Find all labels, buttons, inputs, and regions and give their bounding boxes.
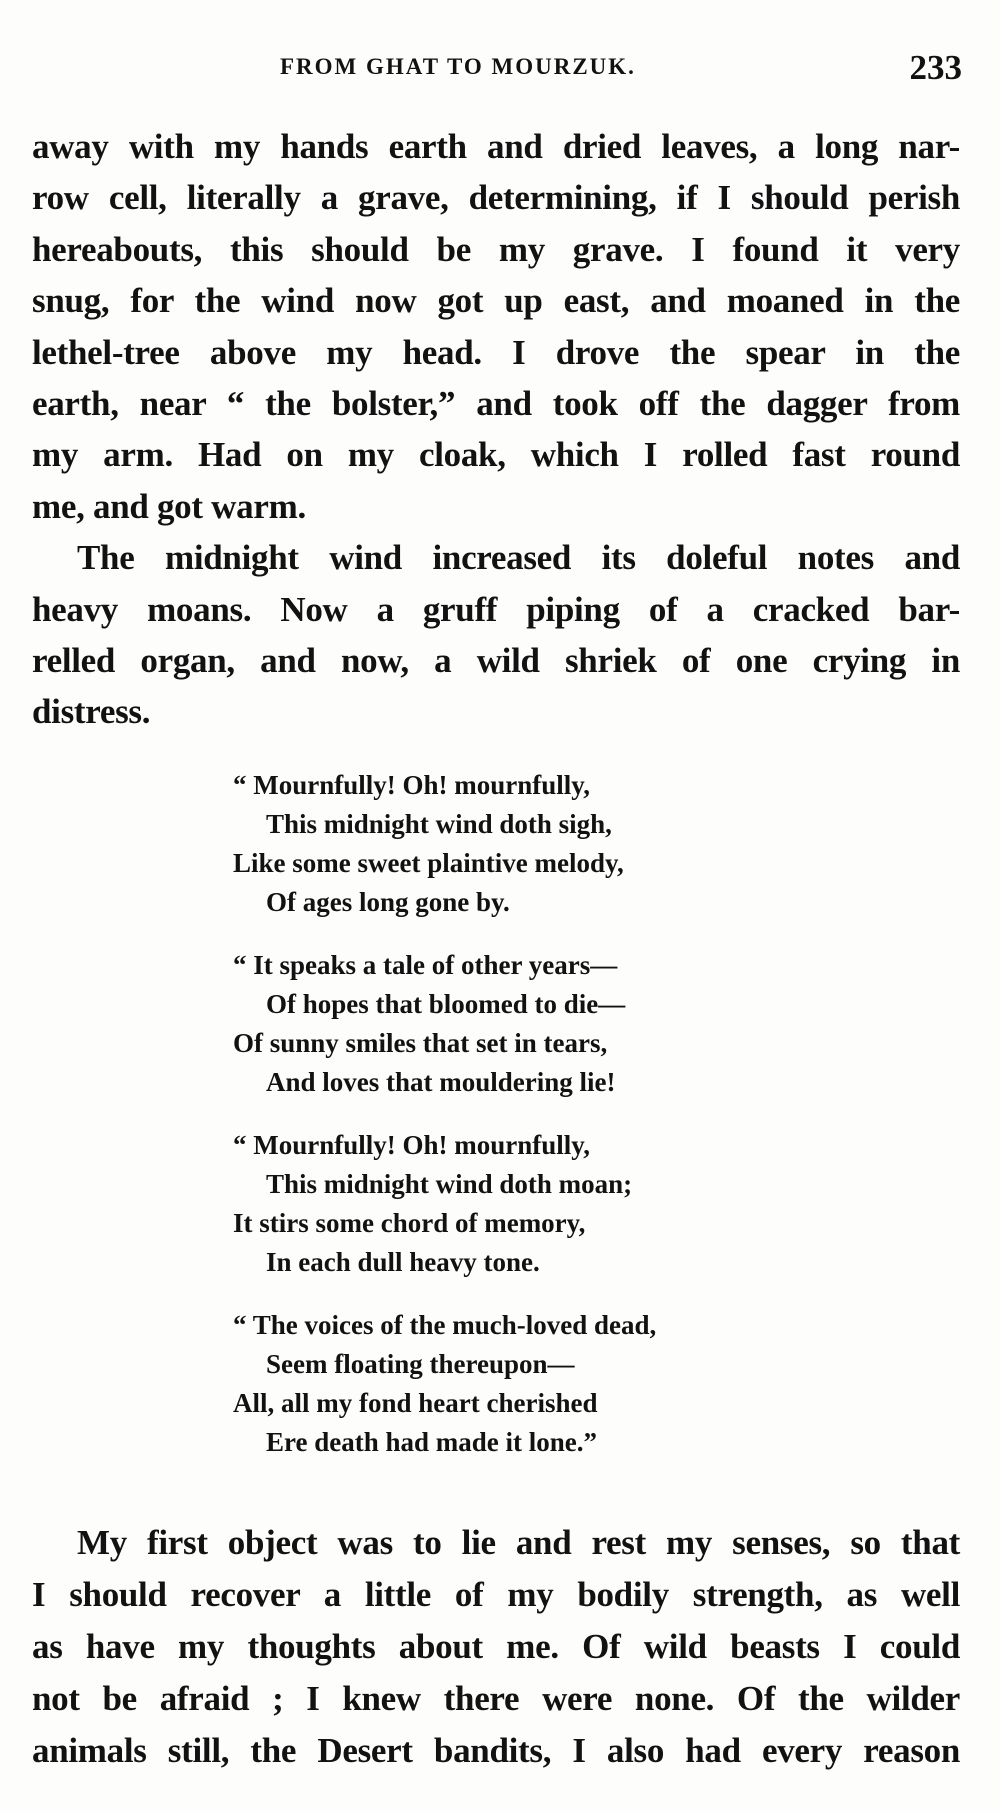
text-line: lethel-tree above my head. I drove the spear in the bbox=[32, 332, 960, 372]
poem-stanza bbox=[233, 1306, 656, 1462]
poem-line: Of sunny smiles that set in tears, bbox=[233, 1028, 608, 1058]
text-line: me, and got warm. bbox=[32, 486, 306, 526]
poem bbox=[233, 766, 656, 1486]
text-line: my arm. Had on my cloak, which I rolled fast round bbox=[32, 435, 960, 475]
poem-line: “ Mournfully! Oh! mournfully, bbox=[233, 770, 591, 800]
poem-line: Like some sweet plaintive melody, bbox=[233, 848, 624, 878]
poem-line: Of ages long gone by. bbox=[266, 887, 510, 917]
page-number: 233 bbox=[909, 48, 962, 87]
text-line: snug, for the wind now got up east, and moaned in the bbox=[32, 281, 960, 321]
text-line: The midnight wind increased its doleful notes and bbox=[77, 538, 960, 578]
text-line: heavy moans. Now a gruff piping of a cracked bar- bbox=[32, 589, 960, 629]
text-line: earth, near “ the bolster,” and took off the dagger from bbox=[32, 383, 960, 423]
poem-line: And loves that mouldering lie! bbox=[266, 1067, 616, 1097]
text-line: hereabouts, this should be my grave. I found it very bbox=[32, 229, 960, 269]
paragraph-block-bottom bbox=[32, 1517, 960, 1777]
text-line: row cell, literally a grave, determining, if I should perish bbox=[32, 178, 960, 218]
poem-line: Of hopes that bloomed to die— bbox=[266, 989, 626, 1019]
poem-line: This midnight wind doth sigh, bbox=[266, 809, 612, 839]
poem-line: All, all my fond heart cherished bbox=[233, 1388, 598, 1418]
text-line: My first object was to lie and rest my senses, so that bbox=[77, 1523, 960, 1562]
text-line: not be afraid ; I knew there were none. Of the wilder bbox=[32, 1679, 960, 1718]
poem-line: Ere death had made it lone.” bbox=[266, 1427, 598, 1457]
poem-line: In each dull heavy tone. bbox=[266, 1247, 540, 1277]
poem-line: “ Mournfully! Oh! mournfully, bbox=[233, 1130, 591, 1160]
running-head bbox=[0, 48, 1000, 88]
chapter-running-title: FROM GHAT TO MOURZUK. bbox=[280, 54, 636, 79]
text-line: as have my thoughts about me. Of wild beasts I could bbox=[32, 1627, 960, 1666]
poem-line: It stirs some chord of memory, bbox=[233, 1208, 586, 1238]
poem-stanza bbox=[233, 1126, 656, 1282]
poem-line: This midnight wind doth moan; bbox=[266, 1169, 633, 1199]
text-line: away with my hands earth and dried leaves, a long nar- bbox=[32, 127, 960, 166]
text-line: relled organ, and now, a wild shriek of one crying in bbox=[32, 640, 960, 680]
text-line: animals still, the Desert bandits, I also had every reason bbox=[32, 1731, 960, 1770]
poem-line: Seem floating thereupon— bbox=[266, 1349, 575, 1379]
paragraph-block-top bbox=[32, 121, 960, 738]
poem-line: “ The voices of the much-loved dead, bbox=[233, 1310, 657, 1340]
text-line: I should recover a little of my bodily strength, as well bbox=[32, 1575, 960, 1614]
poem-stanza bbox=[233, 946, 656, 1102]
poem-line: “ It speaks a tale of other years— bbox=[233, 950, 618, 980]
text-line: distress. bbox=[32, 692, 151, 732]
poem-stanza bbox=[233, 766, 656, 922]
